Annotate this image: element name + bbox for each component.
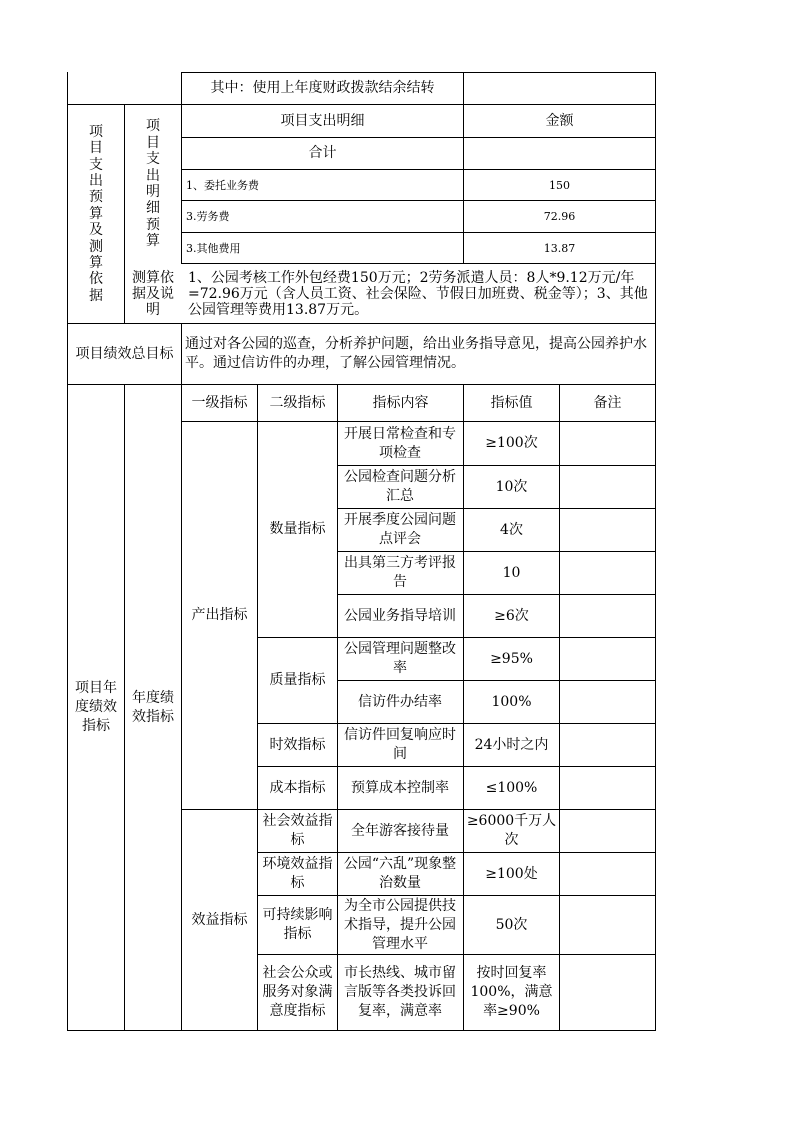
budget-total-value xyxy=(464,138,655,169)
indicator-content: 公园业务指导培训 xyxy=(344,607,456,624)
budget-item-name: 3.其他费用 xyxy=(186,241,241,255)
level2-satisfaction: 社会公众或服务对象满意度指标 xyxy=(262,965,333,1019)
indicator-content: 公园检查问题分析汇总 xyxy=(344,469,456,504)
grid-v-124-perf xyxy=(124,384,125,1031)
frame-left xyxy=(67,72,68,1031)
budget-basis-label: 测算依据及说明 xyxy=(132,269,174,318)
grid-v-559 xyxy=(559,384,560,1031)
budget-basis-text: 1、公园考核工作外包经费150万元；2劳务派遣人员：8人*9.12万元/年=72.96万元（含人员工资、社会保险、节假日加班费、税金等）；3、其他公园管理等费用13.87万元。 xyxy=(188,269,648,318)
budget-section-label: 项目支出预算及测算依据 xyxy=(89,123,103,304)
perf-sub-label: 年度绩效指标 xyxy=(132,689,174,725)
indicator-content: 公园管理问题整改率 xyxy=(344,641,456,676)
indicator-value: 10次 xyxy=(495,478,528,495)
header-value: 指标值 xyxy=(490,394,533,411)
carryover-value xyxy=(464,73,655,104)
indicator-content: 开展日常检查和专项检查 xyxy=(344,425,456,461)
perf-section-label: 项目年度绩效指标 xyxy=(75,680,117,734)
indicator-value: ≥6000千万人次 xyxy=(466,813,557,848)
indicator-value: ≥95% xyxy=(490,650,533,667)
budget-item-amount: 150 xyxy=(549,178,570,192)
indicator-content: 信访件回复响应时间 xyxy=(344,727,456,762)
indicator-content: 出具第三方考评报告 xyxy=(344,555,456,590)
level2-quality: 质量指标 xyxy=(269,672,326,688)
carryover-label: 其中：使用上年度财政拨款结余结转 xyxy=(210,80,435,96)
header-note: 备注 xyxy=(593,394,622,411)
indicator-value: 100% xyxy=(491,693,532,710)
indicator-value: 10 xyxy=(502,564,521,581)
level2-quantity: 数量指标 xyxy=(269,521,326,537)
indicator-value: ≥6次 xyxy=(494,607,529,624)
indicator-value: 24小时之内 xyxy=(474,736,549,753)
level1-benefit: 效益指标 xyxy=(191,911,248,928)
indicator-value: 4次 xyxy=(500,521,523,538)
indicator-value: 50次 xyxy=(495,916,528,933)
level2-environment: 环境效益指标 xyxy=(262,856,333,891)
header-content: 指标内容 xyxy=(372,394,429,411)
budget-total-label: 合计 xyxy=(308,145,337,161)
budget-item-name: 3.劳务费 xyxy=(186,210,230,223)
goal-label: 项目绩效总目标 xyxy=(75,345,174,362)
header-level1: 一级指标 xyxy=(191,394,248,411)
indicator-content: 市长热线、城市留言版等各类投诉回复率，满意率 xyxy=(344,965,456,1019)
indicator-value: ≤100% xyxy=(485,779,538,796)
indicator-content: 为全市公园提供技术指导，提升公园管理水平 xyxy=(344,897,456,952)
indicator-value: 按时回复率100%，满意率≥90% xyxy=(470,965,553,1019)
frame-bottom xyxy=(67,1030,656,1031)
indicator-content: 开展季度公园问题点评会 xyxy=(344,512,456,547)
goal-text: 通过对各公园的巡查，分析养护问题，给出业务指导意见，提高公园养护水平。通过信访件的办理，了解公园管理情况。 xyxy=(185,336,647,371)
indicator-value: ≥100次 xyxy=(485,435,538,451)
budget-item-amount: 13.87 xyxy=(543,241,576,255)
indicator-content: 信访件办结率 xyxy=(358,693,442,710)
budget-col-item: 项目支出明细 xyxy=(280,112,365,129)
indicator-content: 公园“六乱”现象整治数量 xyxy=(343,856,457,891)
budget-item-amount: 72.96 xyxy=(543,210,576,223)
budget-item-name: 1、委托业务费 xyxy=(186,178,259,192)
indicator-content: 预算成本控制率 xyxy=(351,779,449,796)
grid-v-124-budget xyxy=(124,104,125,324)
indicator-value: ≥100处 xyxy=(485,865,538,882)
frame-right xyxy=(655,72,656,384)
level2-social: 社会效益指标 xyxy=(262,813,333,848)
indicator-content: 全年游客接待量 xyxy=(351,822,449,839)
budget-detail-label: 项目支出明细预算 xyxy=(146,118,160,250)
budget-col-amount: 金额 xyxy=(545,112,574,129)
level2-sustainable: 可持续影响指标 xyxy=(262,907,333,942)
level2-cost: 成本指标 xyxy=(269,779,326,796)
level1-output: 产出指标 xyxy=(191,607,248,623)
grid-v-337 xyxy=(337,384,338,1031)
header-level2: 二级指标 xyxy=(269,394,326,411)
level2-timeliness: 时效指标 xyxy=(269,736,326,753)
frame-right-lower xyxy=(655,384,656,1031)
